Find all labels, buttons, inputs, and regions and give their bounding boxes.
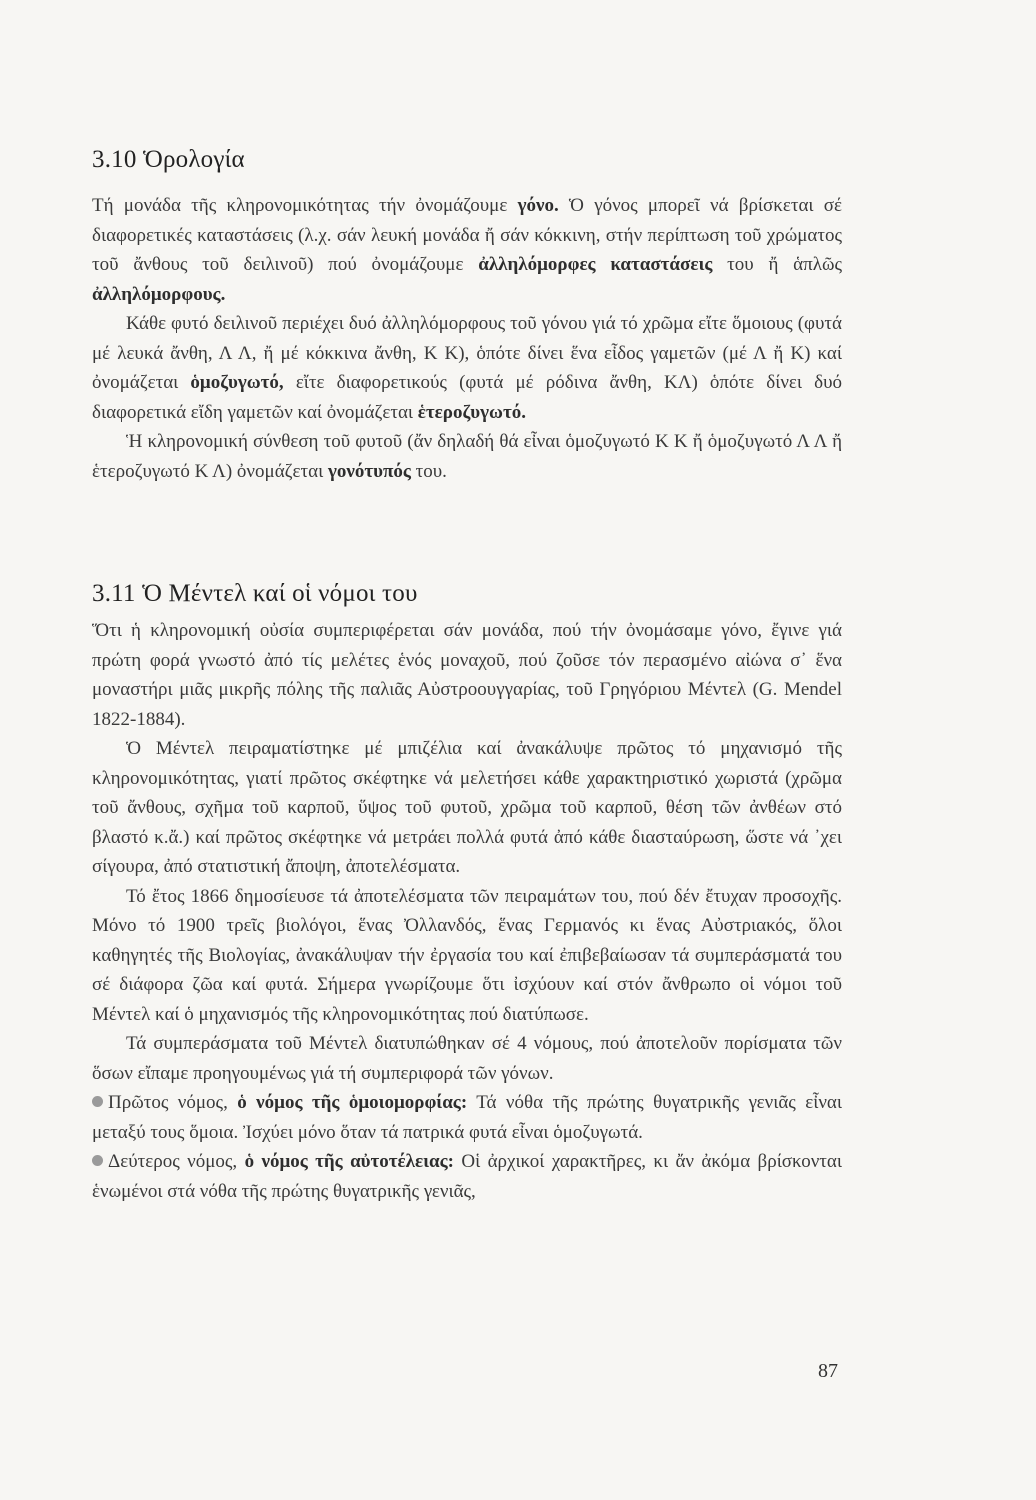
section-title-mendel: 3.11 Ὁ Μέντελ καί οἱ νόμοι του [92,580,418,607]
paragraph [92,309,842,427]
section-body-terminology [92,191,842,486]
text-run: εἴτε διαφορετικούς (φυτά μέ ρόδινα ἄνθη, ΚΛ) ὁπότε δίνει δυό διαφορετικά εἴδη γαμετῶν καί ὀνομάζεται [92,372,843,423]
bold-term: γονότυπός [327,460,411,482]
bullet-icon [92,1096,103,1107]
text-run: Δεύτερος νόμος, [108,1151,245,1172]
paragraph: Τό ἔτος 1866 δημοσίευσε τά ἀποτελέσματα τῶν πειραμάτων του, πού δέν ἔτυχαν προσοχῆς. Μόνο τό 1900 τρεῖς βιολόγοι, ἕνας Ὀλλανδός, ἕνας Γερμανός κι ἕνας Αὐστριακός, ὅλοι καθηγητές τῆς Βιολογίας, ἀνακάλυψαν τήν ἐργασία του καί ἐπιβεβαίωσαν τά συμπεράσματά του σέ διάφορα ζῶα καί φυτά. Σήμερα γνωρίζουμε ὅτι ἰσχύουν καί στόν ἄνθρωπο οἱ νόμοι τοῦ Μέντελ καί ὁ μηχανισμός τῆς κληρονομικότητας πού διατύπωσε. [92,885,842,1025]
paragraph [92,191,842,309]
bold-term: ἀλληλόμορφους. [92,283,226,305]
paragraph: Ὁ Μέντελ πειραματίστηκε μέ μπιζέλια καί ἀνακάλυψε πρῶτος τό μηχανισμό τῆς κληρονομικότητας, γιατί πρῶτος σκέφτηκε νά μελετήσει κάθε χαρακτηριστικό χωριστά (χρῶμα τοῦ ἄνθους, σχῆμα τοῦ καρποῦ, ὕψος τοῦ φυτοῦ, χρῶμα τοῦ καρποῦ, θέση τῶν ἀνθέων στό βλαστό κ.ἄ.) καί πρῶτος σκέφτηκε νά μετράει πολλά φυτά ἀπό κάθε διασταύρωση, ὥστε νά ᾿χει σίγουρα, ἀπό στατιστική ἄποψη, ἀποτελέσματα. [92,738,842,877]
paragraph [92,427,842,486]
bold-term: ὁμοζυγωτό, [190,372,284,393]
law-item [92,1147,842,1206]
bold-term: ὁ νόμος τῆς ὁμοιομορφίας: [237,1092,468,1113]
section-title-terminology: 3.10 Ὁρολογία [92,146,245,173]
section-body-mendel [92,616,842,1206]
bold-term: ἑτεροζυγωτό. [417,401,526,423]
text-run: Πρῶτος νόμος, [108,1092,238,1113]
text-run: Τή μονάδα τῆς κληρονομικότητας τήν ὀνομάζουμε [92,195,518,216]
text-run: του. [410,460,447,482]
bold-term: ὁ νόμος τῆς αὐτοτέλειας: [244,1151,454,1172]
page-number: 87 [818,1360,838,1382]
text-run: Τά νόθα τῆς πρώτης θυγατρικῆς γενιᾶς εἶναι μεταξύ τους ὅμοια. Ἰσχύει μόνο ὅταν τά πατρικά φυτά εἶναι ὁμοζυγωτά. [92,1092,842,1143]
bold-term: γόνο. [517,195,559,216]
bullet-icon [92,1155,103,1166]
text-run: Κάθε φυτό δειλινοῦ περιέχει δυό ἀλληλόμορφους τοῦ γόνου γιά τό χρῶμα εἴτε ὅμοιους (φυτά μέ λευκά ἄνθη, Λ Λ, ἤ μέ κόκκινα ἄνθη, Κ Κ), ὁπότε δίνει ἕνα εἶδος γαμετῶν (μέ Λ ἤ Κ) καί ὀνομάζεται [92,313,842,393]
text-run: Ἡ κληρονομική σύνθεση τοῦ φυτοῦ (ἄν δηλαδή θά εἶναι ὁμοζυγωτό Κ Κ ἤ ὁμοζυγωτό Λ Λ ἤ ἑτεροζυγωτό Κ Λ) ὀνομάζεται [92,431,842,482]
text-run: Οἱ ἀρχικοί χαρακτῆρες, κι ἄν ἀκόμα βρίσκονται ἑνωμένοι στά νόθα τῆς πρώτης θυγατρικῆς γενιᾶς, [92,1151,842,1202]
law-item [92,1088,842,1147]
paragraph: Τά συμπεράσματα τοῦ Μέντελ διατυπώθηκαν σέ 4 νόμους, πού ἀποτελοῦν πορίσματα τῶν ὅσων εἴπαμε προηγουμένως γιά τή συμπεριφορά τῶν γόνων. [92,1033,842,1084]
text-run: Ὁ γόνος μπορεῖ νά βρίσκεται σέ διαφορετικές καταστάσεις (λ.χ. σάν λευκή μονάδα ἤ σάν κόκκινη, στήν περίπτωση τοῦ χρώματος τοῦ ἄνθους τοῦ δειλινοῦ) πού ὀνομάζουμε [92,195,842,275]
bold-term: ἀλληλόμορφες καταστάσεις [478,254,713,275]
text-run: του ἤ ἁπλῶς [712,254,842,275]
paragraph: Ὅτι ἡ κληρονομική οὐσία συμπεριφέρεται σάν μονάδα, πού τήν ὀνομάσαμε γόνο, ἔγινε γιά πρώτη φορά γνωστό ἀπό τίς μελέτες ἑνός μοναχοῦ, πού ζοῦσε τόν περασμένο αἰώνα σ᾽ ἕνα μοναστήρι μιᾶς μικρῆς πόλης τῆς παλιᾶς Αὐστροουγγαρίας, τοῦ Γρηγόριου Μέντελ (G. Mendel 1822-1884). [92,620,842,730]
